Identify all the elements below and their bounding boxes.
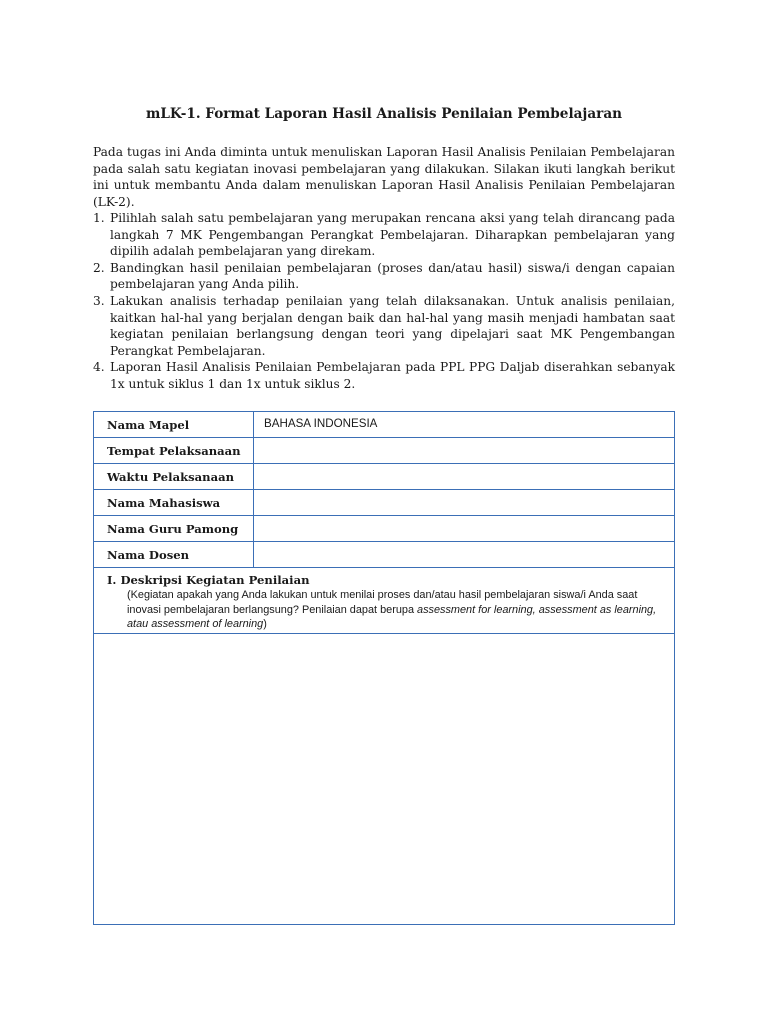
step-number: 1.	[93, 211, 105, 225]
document-title: mLK-1. Format Laporan Hasil Analisis Penilaian Pembelajaran	[145, 106, 623, 122]
step-text: Laporan Hasil Analisis Penilaian Pembelajaran pada PPL PPG Daljab diserahkan sebanyak 1x untuk siklus 1 dan 1x untuk siklus 2.	[110, 360, 675, 391]
form-row-nama-guru-pamong	[94, 516, 675, 542]
step-text: Bandingkan hasil penilaian pembelajaran (proses dan/atau hasil) siswa/i dengan capaian pembelajaran yang Anda pilih.	[110, 260, 675, 292]
form-row-waktu-pelaksanaan	[94, 464, 675, 490]
section-note-italic: assessment for learning, assessment as learning, atau assessment of learning	[127, 603, 657, 631]
step-number: 2.	[93, 260, 105, 275]
step-number: 3.	[93, 293, 105, 308]
form-row-nama-dosen	[94, 542, 675, 568]
field-label: Waktu Pelaksanaan	[94, 464, 254, 490]
waktu-pelaksanaan-field[interactable]	[254, 464, 675, 490]
form-row-nama-mapel	[94, 412, 675, 438]
step-text: Lakukan analisis terhadap penilaian yang telah dilaksanakan. Untuk analisis penilaian, kaitkan hal-hal yang berjalan dengan baik dan hal-hal yang masih menjadi hambatan saat kegiatan penilaian berlangsung dengan teori yang dipelajari saat MK Pengembangan Perangkat Pembelajaran.	[110, 293, 675, 358]
section-note-text: (Kegiatan apakah yang Anda lakukan untuk menilai proses dan/atau hasil pembelajaran siswa/i Anda saat inovasi pembelajaran berlangsung? Penilaian dapat berupa	[127, 589, 638, 616]
instruction-step	[93, 293, 675, 359]
field-label: Tempat Pelaksanaan	[94, 438, 254, 464]
intro-paragraph: Pada tugas ini Anda diminta untuk menuliskan Laporan Hasil Analisis Penilaian Pembelajaran pada salah satu kegiatan inovasi pembelajaran yang dilakukan. Silakan ikuti langkah berikut ini untuk membantu Anda dalam menuliskan Laporan Hasil Analisis Penilaian Pembelajaran (LK-2).	[93, 145, 675, 209]
section-header-row	[94, 568, 675, 634]
field-label: Nama Guru Pamong	[94, 516, 254, 542]
field-label: Nama Mapel	[94, 412, 254, 438]
instruction-list	[93, 210, 675, 393]
step-text: Pilihlah salah satu pembelajaran yang merupakan rencana aksi yang telah dirancang pada langkah 7 MK Pengembangan Perangkat Pembelajaran. Diharapkan pembelajaran yang dipilih adalah pembelajaran yang direkam.	[110, 211, 675, 259]
nama-dosen-field[interactable]	[254, 542, 675, 568]
form-row-nama-mahasiswa	[94, 490, 675, 516]
description-answer-area[interactable]	[94, 634, 675, 925]
section-heading: I. Deskripsi Kegiatan Penilaian	[107, 573, 310, 587]
instruction-step	[93, 210, 675, 260]
nama-mahasiswa-field[interactable]	[254, 490, 675, 516]
tempat-pelaksanaan-field[interactable]	[254, 438, 675, 464]
report-form-table	[93, 411, 675, 925]
nama-guru-pamong-field[interactable]	[254, 516, 675, 542]
field-label: Nama Mahasiswa	[94, 490, 254, 516]
section-instructions	[107, 588, 666, 632]
form-row-tempat-pelaksanaan	[94, 438, 675, 464]
section-header-cell	[94, 568, 675, 634]
nama-mapel-field[interactable]: BAHASA INDONESIA	[254, 412, 675, 438]
instruction-step	[93, 260, 675, 293]
instruction-step	[93, 359, 675, 392]
field-label: Nama Dosen	[94, 542, 254, 568]
section-note-close: )	[263, 618, 267, 631]
answer-row	[94, 634, 675, 925]
step-number: 4.	[93, 360, 105, 375]
